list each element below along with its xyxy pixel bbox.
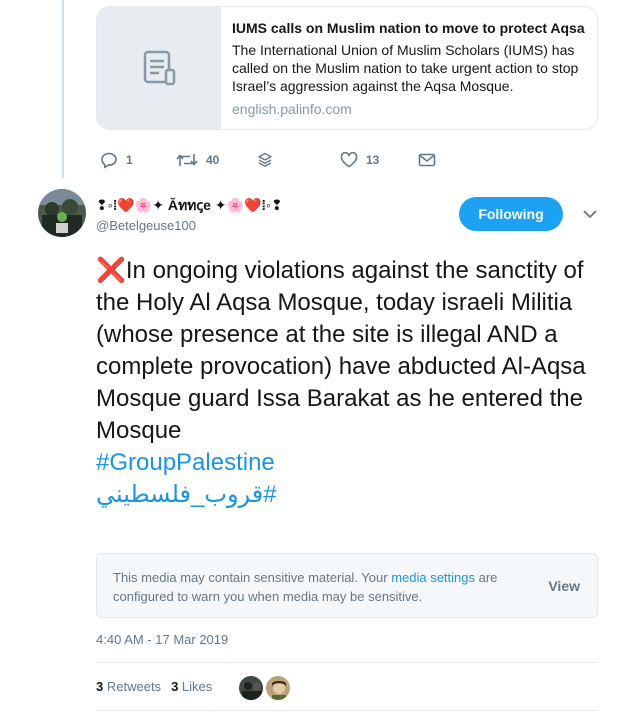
liker-avatar[interactable] [265, 675, 291, 701]
likes-label: Likes [181, 679, 213, 694]
link-card-domain: english.palinfo.com [232, 101, 352, 117]
retweet-button[interactable] [176, 148, 219, 172]
heart-icon [340, 152, 358, 168]
tweet-stats [96, 679, 212, 694]
likes-stat[interactable] [171, 679, 212, 694]
stack-button[interactable] [257, 148, 273, 172]
divider [96, 662, 598, 663]
link-card-title[interactable]: IUMS calls on Muslim nation to move to protect Aqsa [232, 20, 585, 36]
author-avatar[interactable] [38, 189, 86, 237]
tweet-body: In ongoing violations against the sanctity of the Holy Al Aqsa Mosque, today israeli Militia (whose presence at the site is illegal AND a complete provocation) have abducted Al-Aqsa Mosque guard Issa Barakat as he entered the Mosque [96, 257, 586, 444]
author-display-name[interactable]: ❢◦⁞❤️🌸✦ Ăททꞔe ✦🌸❤️⁞◦❢ [96, 197, 283, 213]
link-preview-card[interactable] [96, 6, 598, 130]
envelope-icon [418, 153, 436, 167]
like-button[interactable] [340, 148, 379, 172]
document-icon [139, 48, 179, 88]
direct-message-button[interactable] [418, 148, 436, 172]
sensitive-media-text [113, 568, 523, 606]
thread-connector-line [62, 0, 64, 178]
avatar-image [38, 189, 86, 237]
reply-button[interactable] [100, 148, 133, 172]
tweet-action-bar [100, 148, 440, 172]
author-handle[interactable]: @Betelgeuse100 [96, 218, 196, 233]
view-sensitive-button[interactable]: View [548, 578, 580, 594]
sensitive-media-notice [96, 553, 598, 618]
tweet-timestamp[interactable]: 4:40 AM - 17 Mar 2019 [96, 632, 229, 647]
link-card-description: The International Union of Muslim Scholars (IUMS) has called on the Muslim nation to take urgent action to stop Israel’s aggression against the Aqsa Mosque. [232, 42, 579, 94]
reply-icon [100, 151, 118, 169]
retweets-label: Retweets [106, 679, 162, 694]
divider [96, 710, 598, 711]
hashtag-link-grouppalestine[interactable]: #GroupPalestine [96, 449, 275, 476]
like-count: 13 [366, 153, 380, 167]
liker-avatar[interactable] [238, 675, 264, 701]
link-preview-thumbnail [97, 7, 221, 129]
sensitive-text-start: This media may contain sensitive material. Your [113, 570, 392, 585]
retweet-count: 40 [206, 153, 220, 167]
chevron-down-icon[interactable] [582, 208, 598, 220]
cross-mark-emoji: ❌ [96, 257, 126, 284]
retweet-icon [176, 151, 198, 169]
layers-icon [257, 152, 273, 168]
tweet-text [96, 255, 616, 511]
hashtag-link-arabic[interactable]: #قروب_فلسطيني [96, 481, 277, 508]
likes-count: 3 [171, 679, 179, 694]
retweets-stat[interactable] [96, 679, 161, 694]
media-settings-link[interactable]: media settings [391, 570, 476, 585]
retweets-count: 3 [96, 679, 104, 694]
following-button[interactable]: Following [459, 197, 563, 231]
reply-count: 1 [126, 153, 133, 167]
sensitive-text-end: are configured to warn you when media may be sensitive. [113, 570, 498, 604]
